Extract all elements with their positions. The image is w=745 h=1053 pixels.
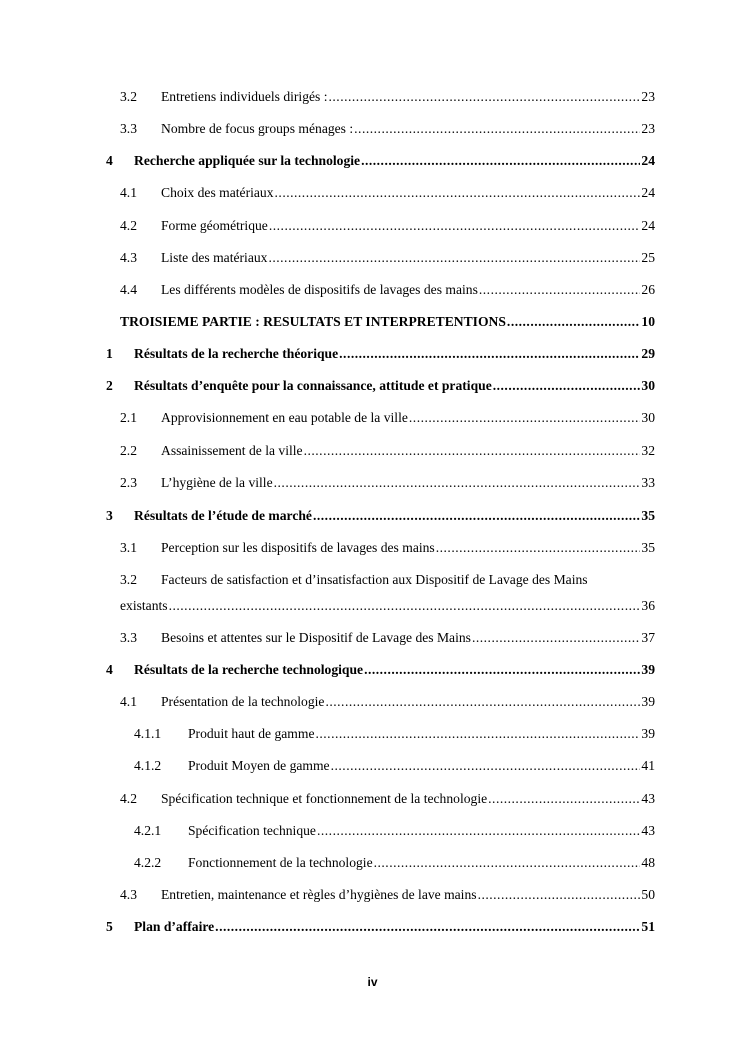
- toc-title: Recherche appliquée sur la technologie: [134, 153, 361, 168]
- toc-title: TROISIEME PARTIE : RESULTATS ET INTERPRETENTIONS: [120, 314, 506, 329]
- toc-entry-wrapped[interactable]: [120, 570, 655, 590]
- toc-entry[interactable]: [106, 821, 655, 841]
- toc-number: 3.3: [120, 121, 137, 136]
- toc-leader: [304, 441, 641, 461]
- toc-number: 4.1: [120, 185, 137, 200]
- toc-number: 2.1: [120, 410, 137, 425]
- toc-title: Facteurs de satisfaction et d’insatisfaction aux Dispositif de Lavage des Mains: [161, 572, 588, 587]
- toc-entry[interactable]: [106, 660, 655, 680]
- toc-page: 30: [641, 410, 655, 425]
- toc-entry[interactable]: [106, 756, 655, 776]
- toc-title: Résultats de la recherche technologique: [134, 662, 364, 677]
- toc-leader: [317, 821, 640, 841]
- toc-leader: [329, 87, 641, 107]
- toc-leader: [313, 506, 640, 526]
- toc-part-entry[interactable]: [106, 312, 655, 332]
- toc-leader: [507, 312, 640, 332]
- toc-title: Spécification technique et fonctionnement de la technologie: [161, 791, 488, 806]
- toc-number: 1: [106, 346, 113, 361]
- toc-page: 23: [641, 121, 655, 136]
- toc-number: 4.1.2: [134, 758, 162, 773]
- toc-title: Entretiens individuels dirigés :: [161, 89, 328, 104]
- toc-entry[interactable]: [106, 280, 655, 300]
- toc-leader: [274, 473, 641, 493]
- toc-leader: [493, 376, 641, 396]
- toc-entry[interactable]: [106, 473, 655, 493]
- toc-title: Résultats de la recherche théorique: [134, 346, 339, 361]
- toc-number: 3.2: [120, 572, 137, 587]
- toc-title: Perception sur les dispositifs de lavages des mains: [161, 540, 435, 555]
- toc-leader: [269, 216, 641, 236]
- toc-entry[interactable]: [106, 151, 655, 171]
- toc-title: Fonctionnement de la technologie: [188, 855, 373, 870]
- toc-page: 23: [641, 89, 655, 104]
- toc-entry[interactable]: [106, 376, 655, 396]
- toc-title: Assainissement de la ville: [161, 443, 303, 458]
- toc-title: Produit haut de gamme: [188, 726, 315, 741]
- toc-title: Nombre de focus groups ménages :: [161, 121, 354, 136]
- toc-leader: [364, 660, 640, 680]
- toc-page: 48: [641, 855, 655, 870]
- toc-entry[interactable]: [106, 789, 655, 809]
- toc-leader: [268, 248, 640, 268]
- toc-entry[interactable]: [106, 408, 655, 428]
- toc-page: 51: [641, 919, 655, 934]
- toc-leader: [169, 596, 641, 616]
- toc-page: 33: [641, 475, 655, 490]
- toc-page: 10: [641, 314, 655, 329]
- toc-title: Entretien, maintenance et règles d’hygiènes de lave mains: [161, 887, 477, 902]
- toc-number: 3.1: [120, 540, 137, 555]
- toc-title: L’hygiène de la ville: [161, 475, 273, 490]
- toc-title: Produit Moyen de gamme: [188, 758, 330, 773]
- toc-leader: [325, 692, 640, 712]
- toc-number: 4.2: [120, 791, 137, 806]
- toc-leader: [275, 183, 641, 203]
- toc-leader: [331, 756, 641, 776]
- toc-leader: [315, 724, 640, 744]
- toc-leader: [215, 917, 640, 937]
- toc-page: 35: [641, 508, 655, 523]
- toc-title: Résultats d’enquête pour la connaissance, attitude et pratique: [134, 378, 492, 393]
- toc-entry[interactable]: [106, 441, 655, 461]
- toc-leader: [479, 280, 641, 300]
- toc-title: Forme géométrique: [161, 218, 268, 233]
- toc-entry[interactable]: [106, 506, 655, 526]
- toc-page: 43: [641, 791, 655, 806]
- toc-page: 39: [641, 726, 655, 741]
- toc-number: 4.3: [120, 250, 137, 265]
- toc-number: 3.3: [120, 630, 137, 645]
- toc-entry[interactable]: [106, 724, 655, 744]
- toc-number: 4.3: [120, 887, 137, 902]
- toc-number: 2.3: [120, 475, 137, 490]
- toc-page: 25: [641, 250, 655, 265]
- toc-entry-continuation[interactable]: [106, 596, 655, 616]
- toc-number: 4.4: [120, 282, 137, 297]
- toc-page: 32: [641, 443, 655, 458]
- toc-entry[interactable]: [106, 87, 655, 107]
- toc-number: 4: [106, 662, 113, 677]
- toc-entry[interactable]: [106, 628, 655, 648]
- toc-leader: [436, 538, 641, 558]
- toc-number: 4: [106, 153, 113, 168]
- toc-number: 5: [106, 919, 113, 934]
- toc-page: 41: [641, 758, 655, 773]
- toc-number: 2.2: [120, 443, 137, 458]
- toc-number: 4.1: [120, 694, 137, 709]
- toc-leader: [354, 119, 640, 139]
- toc-entry[interactable]: [106, 538, 655, 558]
- toc-number: 4.1.1: [134, 726, 162, 741]
- toc-entry[interactable]: [106, 917, 655, 937]
- toc-entry[interactable]: [106, 216, 655, 236]
- toc-page: 36: [641, 598, 655, 613]
- toc-leader: [409, 408, 641, 428]
- toc-title: Présentation de la technologie: [161, 694, 325, 709]
- toc-entry[interactable]: [106, 885, 655, 905]
- toc-page: 39: [641, 694, 655, 709]
- toc-leader: [374, 853, 641, 873]
- toc-number: 2: [106, 378, 113, 393]
- toc-number: 3: [106, 508, 113, 523]
- toc-title: Choix des matériaux: [161, 185, 274, 200]
- toc-entry[interactable]: [106, 119, 655, 139]
- toc-leader: [361, 151, 640, 171]
- toc-entry[interactable]: [106, 692, 655, 712]
- toc-page: 50: [641, 887, 655, 902]
- toc-page: 26: [641, 282, 655, 297]
- toc-title: Spécification technique: [188, 823, 316, 838]
- page-number: iv: [367, 975, 378, 989]
- toc-entry[interactable]: [106, 248, 655, 268]
- toc-leader: [488, 789, 640, 809]
- toc-leader: [478, 885, 641, 905]
- toc-title: Les différents modèles de dispositifs de lavages des mains: [161, 282, 478, 297]
- toc-title-continuation: existants: [120, 598, 168, 613]
- toc-number: 3.2: [120, 89, 137, 104]
- toc-page: 30: [641, 378, 655, 393]
- toc-entry[interactable]: [106, 183, 655, 203]
- toc-page: 39: [641, 662, 655, 677]
- toc-page: 24: [641, 185, 655, 200]
- toc-page: 43: [641, 823, 655, 838]
- toc-number: 4.2: [120, 218, 137, 233]
- toc-title: Résultats de l’étude de marché: [134, 508, 312, 523]
- toc-page: 24: [641, 153, 655, 168]
- toc-page: 35: [641, 540, 655, 555]
- toc-leader: [339, 344, 640, 364]
- toc-number: 4.2.1: [134, 823, 162, 838]
- toc-number: 4.2.2: [134, 855, 162, 870]
- toc-title: Besoins et attentes sur le Dispositif de Lavage des Mains: [161, 630, 471, 645]
- toc-page: 24: [641, 218, 655, 233]
- toc-title: Liste des matériaux: [161, 250, 268, 265]
- toc-leader: [472, 628, 640, 648]
- toc-entry[interactable]: [106, 344, 655, 364]
- toc-title: Approvisionnement en eau potable de la ville: [161, 410, 408, 425]
- toc-page: 29: [641, 346, 655, 361]
- toc-page: 37: [641, 630, 655, 645]
- toc-entry[interactable]: [106, 853, 655, 873]
- toc-title: Plan d’affaire: [134, 919, 215, 934]
